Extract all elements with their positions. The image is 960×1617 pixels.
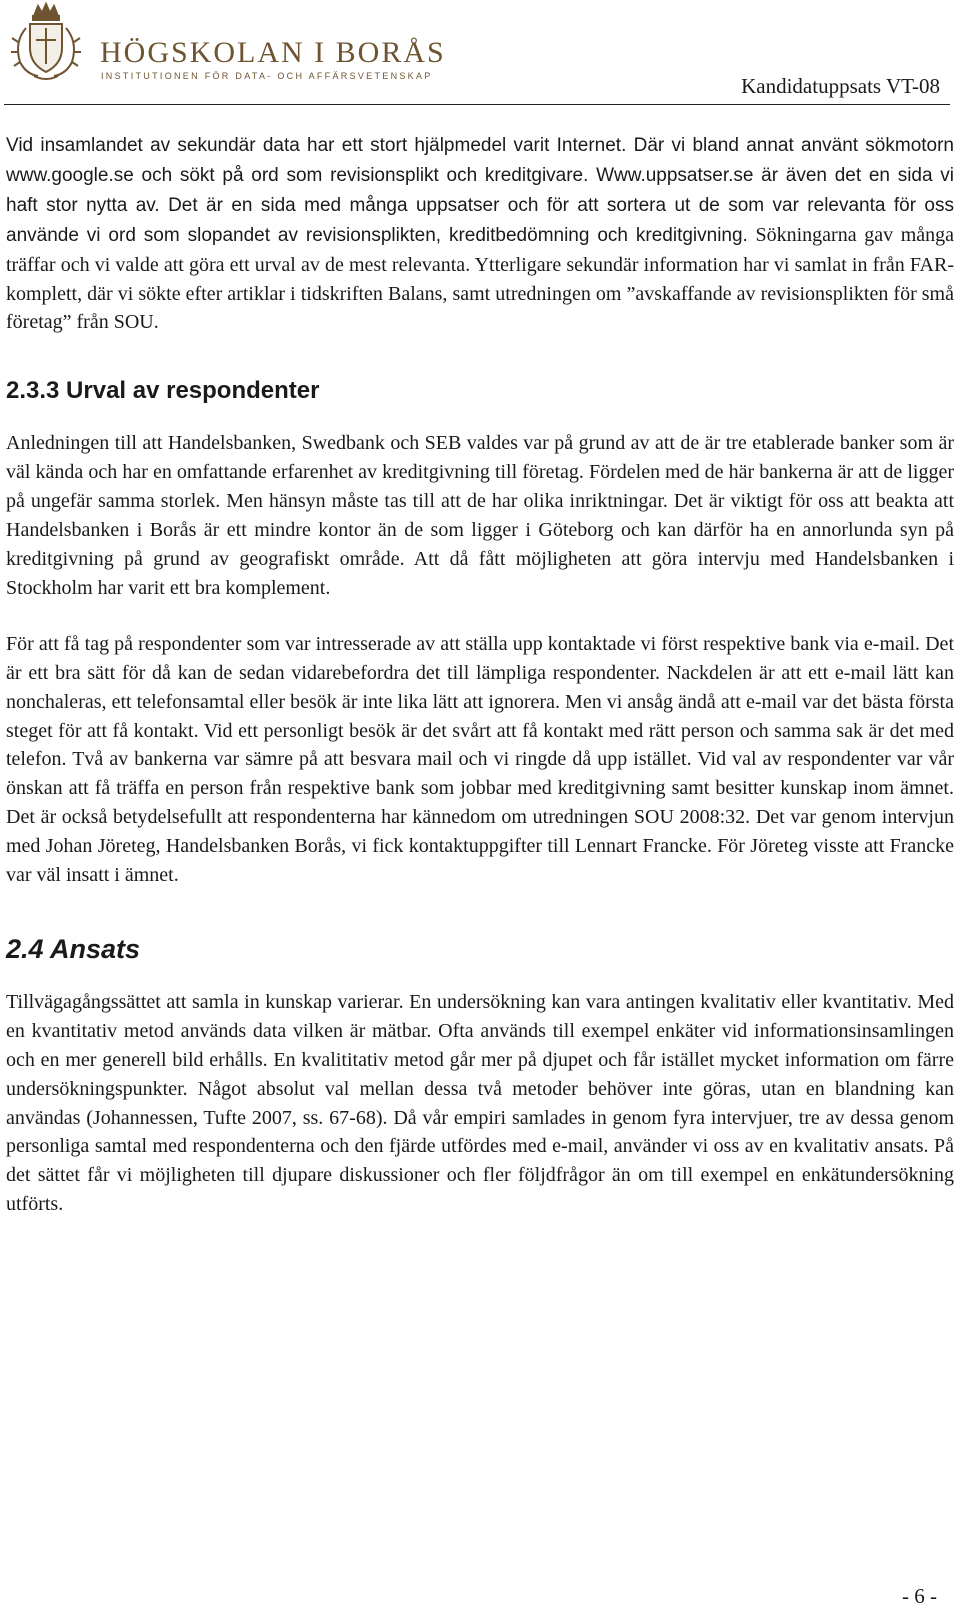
paragraph-contacting-respondents: För att få tag på respondenter som var intresserade av att ställa upp kontaktade vi först respektive bank via e-mail. Det är ett bra sätt för då kan de sedan vidarebefordra det till lämpliga respondenter. Nackdelen är att ett e-mail lätt kan nonchaleras, ett telefonsamtal eller besök är inte lika lätt att ignorera. Men vi ansåg ändå att e-mail var det bästa första steget för att få kontakt. Vid ett personligt besök är det svårt att få kontakt med rätt person och samma sak är det med telefon. Två av bankerna var sämre på att besvara mail och vi ringde då upp istället. Vid val av respondenter var vår önskan att få träffa en person från respektive bank som jobbar med kreditgivning samt besitter kunskap inom ämnet. Det är också betydelsefullt att respondenterna har kännedom om utredningen SOU 2008:32. Det var genom intervjun med Johan Jöreteg, Handelsbanken Borås, vi fick kontaktuppgifter till Lennart Francke. För Jöreteg visste att Francke var väl insatt i ämnet. (6, 632, 954, 887)
heading-ansats: 2.4 Ansats (6, 933, 141, 964)
document-label: Kandidatuppsats VT-08 (741, 74, 940, 98)
paragraph-bank-selection: Anledningen till att Handelsbanken, Swedbank och SEB valdes var på grund av att de är tre etablerade banker som är väl kända och har en omfattande erfarenhet av kreditgivning till företag. Fördelen med de här bankerna är att de ligger på ungefär samma storlek. Men hänsyn måste tas till att de har olika inriktningar. Det är viktigt för oss att beakta att Handelsbanken i Borås är ett mindre kontor än de som ligger i Göteborg och kan därför ha en annorlunda syn på kreditgivning på grund av geografiskt område. Att då fått möjligheten att göra intervju med Handelsbanken i Stockholm har varit ett bra komplement. (6, 432, 954, 599)
page-header (0, 0, 960, 108)
page-number: - 6 - (902, 1584, 937, 1608)
header-divider (4, 104, 950, 105)
paragraph-approach: Tillvägagångssättet att samla in kunskap varierar. En undersökning kan vara antingen kvalitativ eller kvantitativ. Med en kvantitativ metod används data vilken är mätbar. Ofta används till exempel enkäter vid informationsinsamlingen och en mer generell bild erhålls. En kvalititativ metod går mer på djupet och får istället mycket information om färre undersökningspunkter. Något absolut val mellan dessa två metoder behöver inte göras, utan en blandning kan användas (Johannessen, Tufte 2007, ss. 67-68). Då vår empiri samlades in genom fyra intervjuer, tre av dessa genom personliga samtal med respondenterna och den fjärde utfördes med e-mail, använder vi oss av en kvalitativ ansats. På det sättet får vi möjligheten till djupare diskussioner och fler följdfrågor än om till exempel en enkätundersökning utförts. (6, 990, 954, 1216)
logo-university-name: HÖGSKOLAN I BORÅS (100, 36, 446, 69)
paragraph-secondary-data (6, 131, 954, 337)
crest-icon (4, 2, 88, 82)
heading-urval-av-respondenter: 2.3.3 Urval av respondenter (6, 377, 320, 405)
paragraph-segment-sans: Vid insamlandet av sekundär data har ett stort hjälpmedel varit Internet. Där vi bland annat använt sökmotorn www.google.se och sökt på ord som revisionsplikt och kreditgivare. Www.uppsatser.se är även det en sida vi haft stor nytta av. Det är en sida med många uppsatser och för att sortera ut de som var relevanta för oss använde vi ord som slopandet av revisionsplikten, kreditbedömning och kreditgivning. (6, 135, 954, 246)
university-logo (4, 2, 444, 82)
page-body (6, 131, 954, 1219)
paragraph-segment-serif: Sökningarna gav många träffar och vi valde att göra ett urval av de mest relevanta. Ytterligare sekundär information har vi samlat in från FAR-komplett, där vi sökte efter artiklar i tidskriften Balans, samt utredningen om ”avskaffande av revisionsplikten för små företag” från SOU. (6, 223, 955, 334)
logo-institution-name: INSTITUTIONEN FÖR DATA- OCH AFFÄRSVETENSKAP (101, 71, 433, 81)
